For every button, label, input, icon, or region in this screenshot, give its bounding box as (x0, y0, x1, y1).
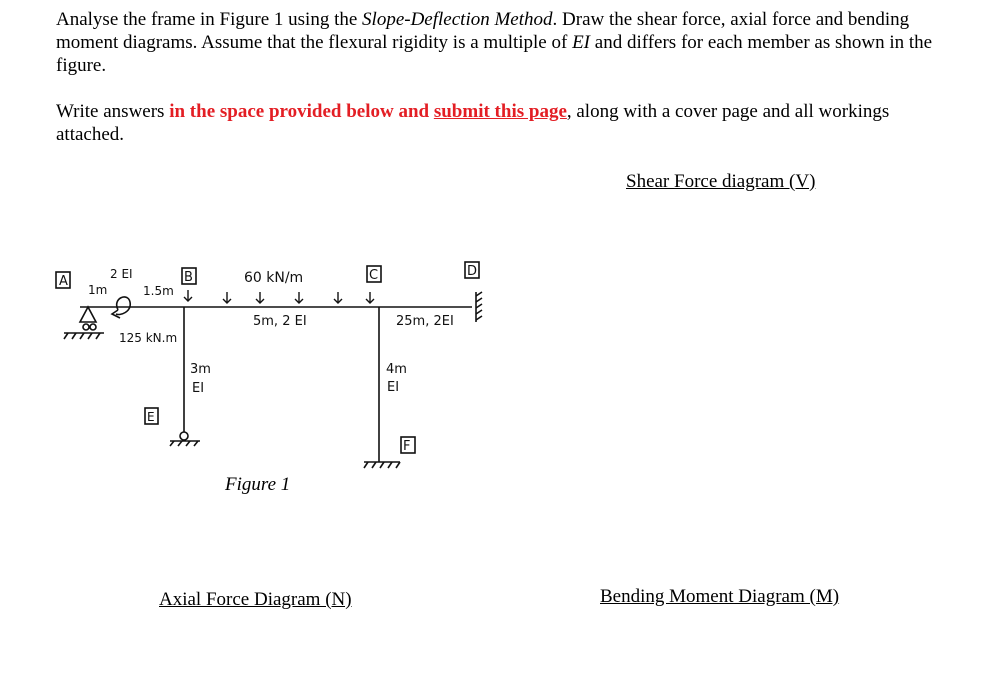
moment-arrow (116, 297, 130, 315)
text-span: Analyse the frame in Figure 1 using the (56, 9, 363, 30)
node-F-label: F (403, 439, 411, 454)
be-length-label: 3m (190, 362, 211, 377)
axial-force-heading: Axial Force Diagram (N) (159, 589, 352, 610)
node-D-label: D (467, 264, 478, 279)
udl-label: 60 kN/m (244, 270, 304, 286)
hinge-E (180, 432, 188, 440)
bending-moment-heading: Bending Moment Diagram (M) (600, 586, 840, 607)
cf-rigidity-label: EI (387, 380, 400, 395)
cd-span-label: 25m, 2EI (396, 314, 454, 329)
figure-caption: Figure 1 (225, 474, 291, 495)
cf-length-label: 4m (386, 362, 407, 377)
method-name: Slope-Deflection Method (362, 9, 553, 30)
node-A-label: A (59, 274, 68, 289)
node-C-label: C (369, 268, 379, 283)
udl-arrows (184, 290, 374, 303)
text-span: , along with a cover page and all workings attached. (56, 101, 890, 145)
node-B-label: B (184, 270, 193, 285)
length-1m-label: 1m (88, 283, 108, 297)
node-E-label: E (147, 410, 155, 424)
shear-force-heading: Shear Force diagram (V) (626, 171, 816, 192)
moment-label: 125 kN.m (119, 331, 178, 345)
text-span: Write answers (56, 101, 170, 122)
text-span: and differs for each member as shown in the figure. (56, 32, 933, 76)
pin-support-A (80, 307, 96, 322)
text-span: . Draw the shear force, axial force and bending moment diagrams. Assume that the flexural rigidity is a multiple of (56, 9, 910, 53)
ei-symbol: EI (572, 32, 591, 53)
length-1-5m-label: 1.5m (143, 284, 174, 298)
submit-instruction: submit this page (433, 101, 567, 122)
be-rigidity-label: EI (192, 381, 205, 396)
bc-span-label: 5m, 2 EI (253, 314, 307, 329)
ab-rigidity-label: 2 EI (110, 267, 133, 281)
red-instruction: in the space provided below and (169, 101, 434, 122)
